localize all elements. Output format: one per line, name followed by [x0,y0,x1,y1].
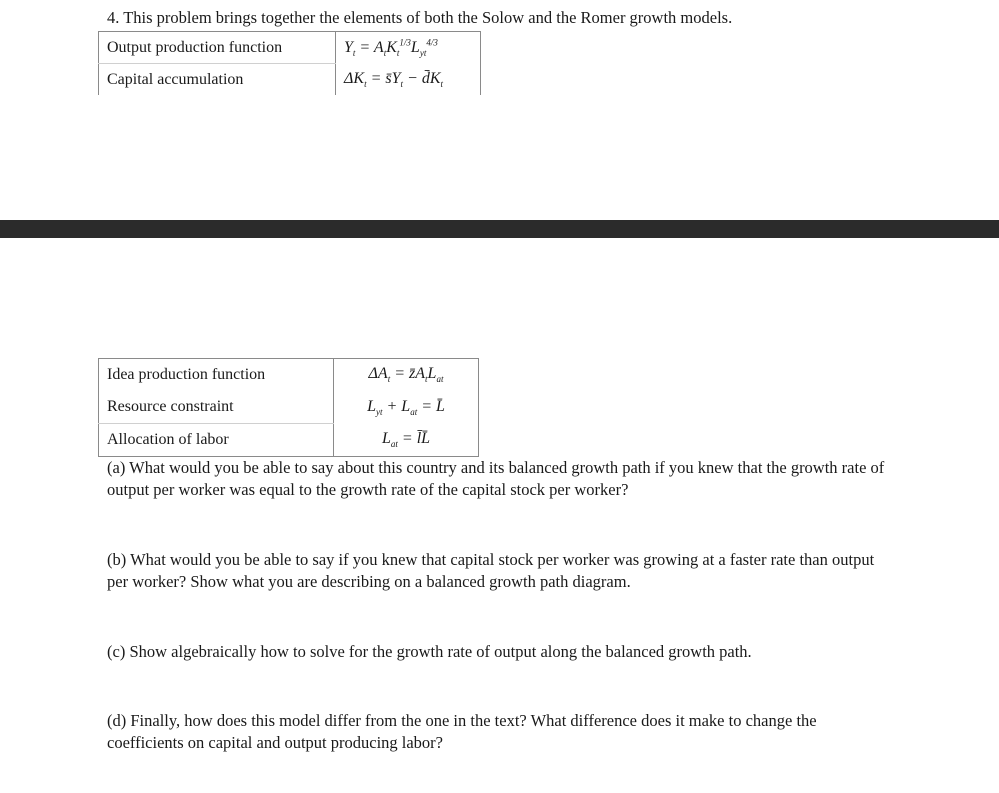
question-c: (c) Show algebraically how to solve for the growth rate of output along the balanced growth path. [107,642,752,661]
solow-equations-table [98,31,481,95]
problem-intro: 4. This problem brings together the elements of both the Solow and the Romer growth models. [107,8,733,27]
capital-accumulation-equation: $\Delta K_t$ = $s̄Y_t$ − $d̄K_t$ [336,64,481,96]
question-a: (a) What would you be able to say about this country and its balanced growth path if you knew that the growth rate of output per worker was equal to the growth rate of the capital stock per worker? [107,458,885,499]
row-label: Capital accumulation [99,64,336,96]
labor-allocation-equation: $L_{at}$ = l̄L̄ [334,424,479,457]
table-row [99,64,481,96]
table-row [99,359,479,392]
idea-production-equation: $\Delta A_t$ = $z̄A_tL_{at}$ [334,359,479,392]
row-label: Output production function [99,32,336,64]
romer-equations-table [98,358,479,457]
table-row [99,32,481,64]
output-production-equation: $Y_t = A_tK_t^{1/3}L_{yt}^{4/3}$ [336,32,481,64]
row-label: Resource constraint [99,391,334,424]
row-label: Idea production function [99,359,334,392]
page-divider-bar [0,220,999,238]
row-label: Allocation of labor [99,424,334,457]
resource-constraint-equation: $L_{yt} + L_{at}$ = L̄ [334,391,479,424]
table-row [99,424,479,457]
question-d: (d) Finally, how does this model differ from the one in the text? What difference does it make to change the coefficients on capital and output producing labor? [107,711,817,752]
table-row [99,391,479,424]
question-b: (b) What would you be able to say if you knew that capital stock per worker was growing at a faster rate than output per worker? Show what you are describing on a balanced growth path diagram. [107,550,875,591]
